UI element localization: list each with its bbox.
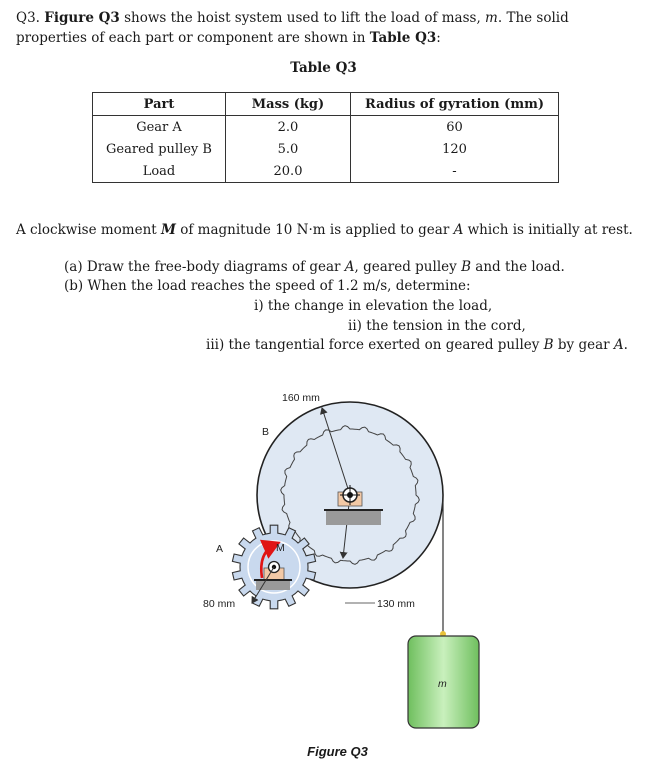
sub-iii-a: A — [613, 337, 624, 353]
cell-radius: 120 — [351, 138, 559, 160]
label-m: M — [276, 542, 285, 554]
label-80mm: 80 mm — [203, 598, 236, 610]
moment-post: which is initially at rest. — [463, 222, 633, 238]
header-radius: Radius of gyration (mm) — [351, 93, 559, 116]
label-a: A — [216, 543, 224, 555]
header-mass: Mass (kg) — [226, 93, 351, 116]
cell-part: Geared pulley B — [93, 138, 226, 160]
part-a-pulley: B — [461, 259, 471, 275]
table-title: Table Q3 — [290, 60, 357, 76]
sub-iii-pre: iii) the tangential force exerted on geared pulley — [206, 337, 544, 353]
sub-iii-mid: by gear — [553, 337, 614, 353]
sub-ii: ii) the tension in the cord, — [348, 318, 526, 334]
sub-iii-b: B — [543, 337, 554, 353]
header-part: Part — [93, 93, 226, 116]
intro-end: : — [436, 30, 441, 46]
intro-text-1: shows the hoist system used to lift the load of mass, — [119, 10, 486, 26]
label-160mm: 160 mm — [282, 392, 320, 404]
sub-i: i) the change in elevation the load, — [254, 298, 493, 314]
part-a-mid: , geared pulley — [354, 259, 462, 275]
sub-iii-post: . — [623, 337, 628, 353]
label-mass: m — [438, 678, 447, 690]
cell-mass: 20.0 — [226, 160, 351, 183]
cell-mass: 2.0 — [226, 116, 351, 139]
pulley-b-ground — [326, 511, 381, 525]
mass-symbol: m — [485, 10, 498, 26]
part-a-post: and the load. — [470, 259, 565, 275]
part-a-gear: A — [344, 259, 355, 275]
cell-part: Load — [93, 160, 226, 183]
cell-mass: 5.0 — [226, 138, 351, 160]
moment-mid: of magnitude 10 N·m is applied to gear — [175, 222, 454, 238]
moment-pre: A clockwise moment — [16, 222, 161, 238]
figure-caption: Figure Q3 — [307, 744, 368, 759]
figure-reference: Figure Q3 — [44, 10, 120, 26]
label-130mm: 130 mm — [377, 598, 415, 610]
intro-text-2: . The solid properties of each part or component are shown in — [16, 10, 569, 46]
moment-gear: A — [453, 222, 464, 238]
question-number: Q3. — [16, 10, 40, 26]
part-a-pre: (a) Draw the free-body diagrams of gear — [64, 259, 345, 275]
label-b: B — [262, 426, 270, 438]
cell-radius: 60 — [351, 116, 559, 139]
part-b: (b) When the load reaches the speed of 1.2 m/s, determine: — [64, 278, 471, 294]
moment-symbol: M — [161, 222, 176, 238]
table-reference: Table Q3 — [369, 30, 437, 46]
cell-radius: - — [351, 160, 559, 183]
cell-part: Gear A — [93, 116, 226, 139]
